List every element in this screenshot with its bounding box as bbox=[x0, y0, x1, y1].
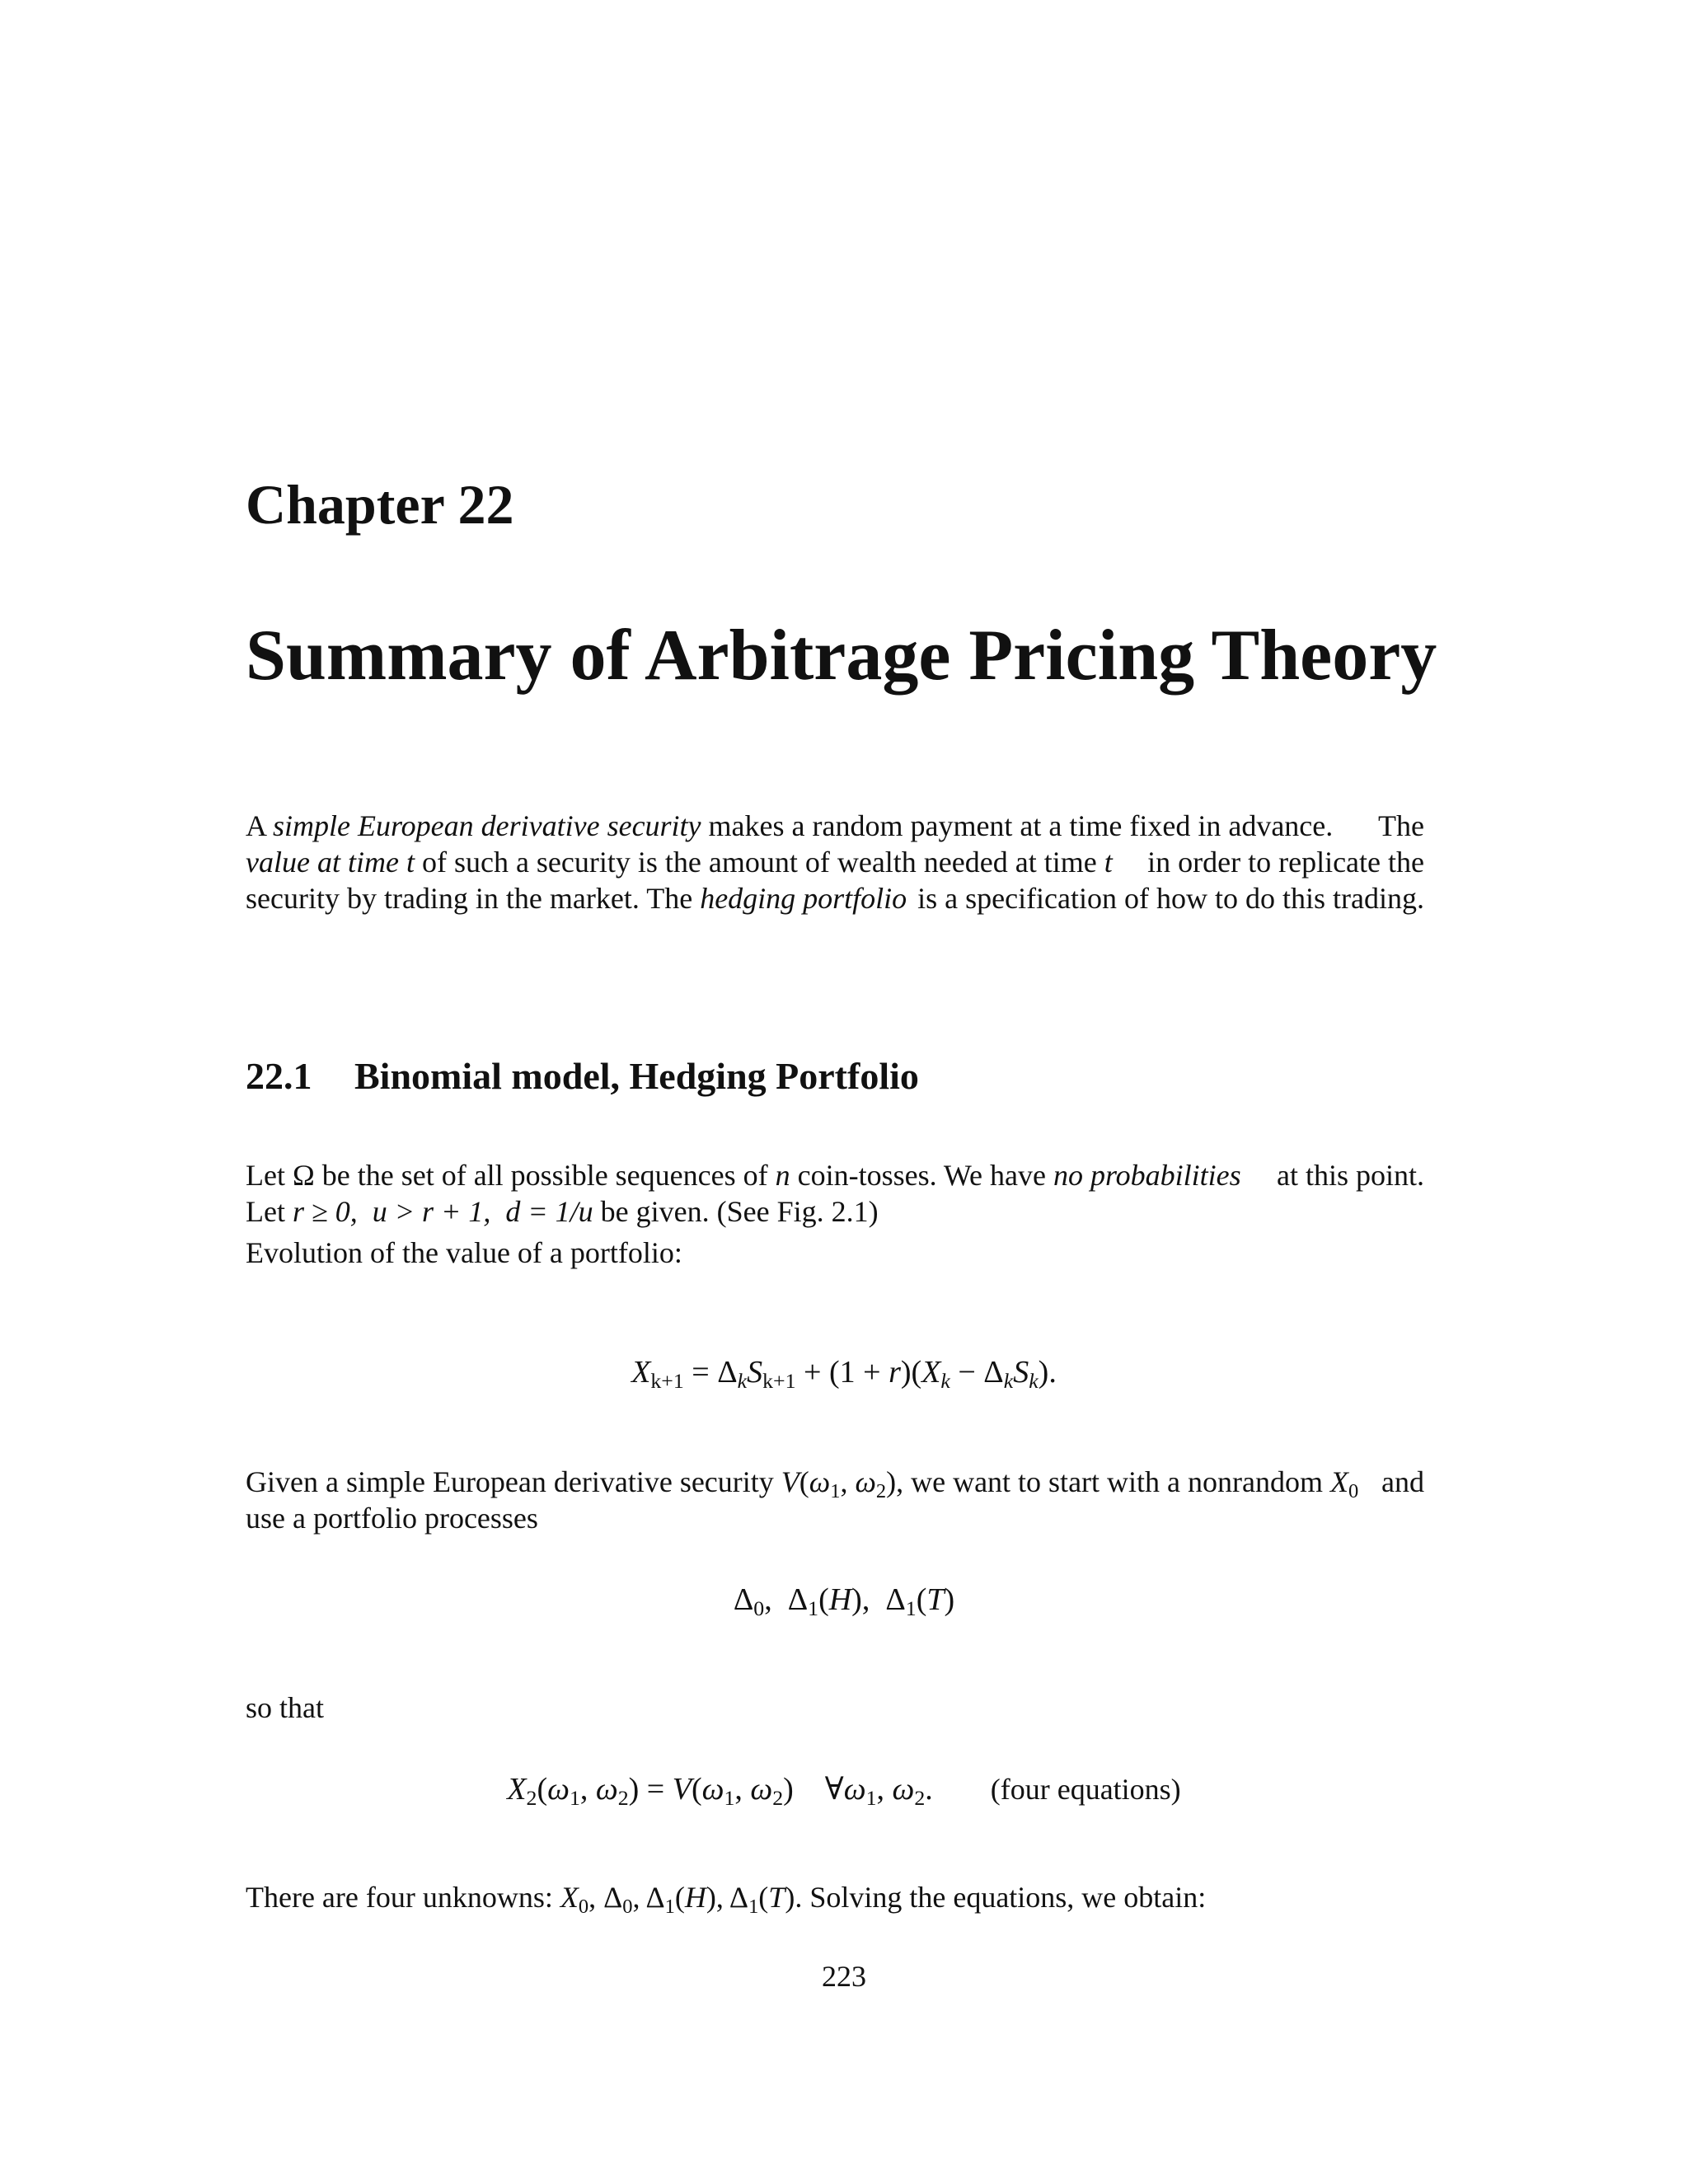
equation-text: $X_{k+1} = \Delta_kS_{k+1} + (1 + r)(X_k - \Delta_kS_k)$. bbox=[631, 1355, 1057, 1394]
intro-text: security by trading in the market. The bbox=[246, 882, 701, 915]
body-text: There are four unknowns: bbox=[246, 1881, 560, 1914]
math-omega: Ω bbox=[292, 1159, 315, 1192]
math-unknowns: $X_0$, $\Delta_0$, $\Delta_1(H)$, $\Delta_1(T)$ bbox=[560, 1881, 795, 1918]
body-text: Let bbox=[246, 1159, 293, 1192]
body-line-3: Evolution of the value of a portfolio: bbox=[246, 1236, 682, 1269]
math-v-omega: $V(\omega_1$, $\omega_2$) bbox=[781, 1465, 897, 1502]
body-text: at this point. bbox=[1269, 1159, 1424, 1192]
body-text: , we want to start with a nonrandom bbox=[896, 1465, 1330, 1498]
body-paragraph-3 bbox=[246, 1690, 1424, 1726]
math-conditions: r ≥ 0, u > r + 1, d = 1/u bbox=[292, 1195, 593, 1228]
body-text: . Solving the equations, we obtain: bbox=[795, 1881, 1207, 1914]
intro-line-2 bbox=[246, 844, 1424, 880]
body-text: and bbox=[1374, 1465, 1424, 1498]
body-line-4 bbox=[246, 1464, 1424, 1500]
intro-text: in order to replicate the bbox=[1140, 846, 1424, 879]
body-paragraph-1 bbox=[246, 1157, 1424, 1271]
intro-text: of such a security is the amount of wealth needed at time bbox=[414, 846, 1104, 879]
body-text: be the set of all possible sequences of bbox=[314, 1159, 776, 1192]
page-number: 223 bbox=[822, 1960, 866, 1993]
chapter-label: Chapter 22 bbox=[246, 473, 514, 536]
intro-line-3 bbox=[246, 880, 1424, 916]
intro-paragraph bbox=[246, 808, 1424, 916]
body-text: Given a simple European derivative security bbox=[246, 1465, 781, 1498]
body-line-6: so that bbox=[246, 1691, 324, 1724]
equation-replication bbox=[0, 1772, 1688, 1811]
equation-text: $X_2(\omega_1$, $\omega_2) = V(\omega_1$, $\omega_2$) $\forall\omega_1$, $\omega_2$. bbox=[507, 1772, 933, 1811]
section-number: 22.1 bbox=[246, 1055, 312, 1097]
body-paragraph-2 bbox=[246, 1464, 1424, 1536]
body-text: coin-tosses. We have bbox=[790, 1159, 1053, 1192]
body-line-1 bbox=[246, 1157, 1424, 1193]
section-heading bbox=[246, 1057, 919, 1095]
chapter-title: Summary of Arbitrage Pricing Theory bbox=[246, 616, 1437, 696]
body-text: Let bbox=[246, 1195, 293, 1228]
intro-line-1 bbox=[246, 808, 1424, 844]
equation-portfolio-evolution bbox=[0, 1355, 1688, 1394]
equation-note: (four equations) bbox=[990, 1773, 1181, 1806]
math-x0: $X_0$ bbox=[1329, 1465, 1359, 1502]
body-line-5: use a portfolio processes bbox=[246, 1502, 538, 1535]
math-t: t bbox=[406, 846, 415, 879]
math-n: n bbox=[775, 1159, 790, 1192]
equation-portfolio-processes bbox=[0, 1582, 1688, 1621]
section-title: Binomial model, Hedging Portfolio bbox=[354, 1055, 919, 1097]
body-line-7 bbox=[246, 1879, 1424, 1918]
equation-text: $\Delta_0$, $\Delta_1(H)$, $\Delta_1(T)$ bbox=[733, 1582, 955, 1621]
intro-text: is a specification of how to do this trading. bbox=[910, 882, 1424, 915]
intro-text: The bbox=[1378, 809, 1424, 842]
math-t: t bbox=[1104, 846, 1113, 879]
intro-text: makes a random payment at a time fixed in advance. bbox=[701, 809, 1334, 842]
body-term-no-probabilities: no probabilities bbox=[1053, 1159, 1241, 1192]
intro-text: A bbox=[246, 809, 274, 842]
body-text: be given. (See Fig. 2.1) bbox=[593, 1195, 879, 1228]
body-paragraph-4 bbox=[246, 1879, 1424, 1918]
intro-term-simple-european: simple European derivative security bbox=[273, 809, 701, 842]
intro-term-hedging-portfolio: hedging portfolio bbox=[700, 882, 907, 915]
body-line-2 bbox=[246, 1193, 1424, 1230]
intro-term-value-at-time: value at time bbox=[246, 846, 406, 879]
